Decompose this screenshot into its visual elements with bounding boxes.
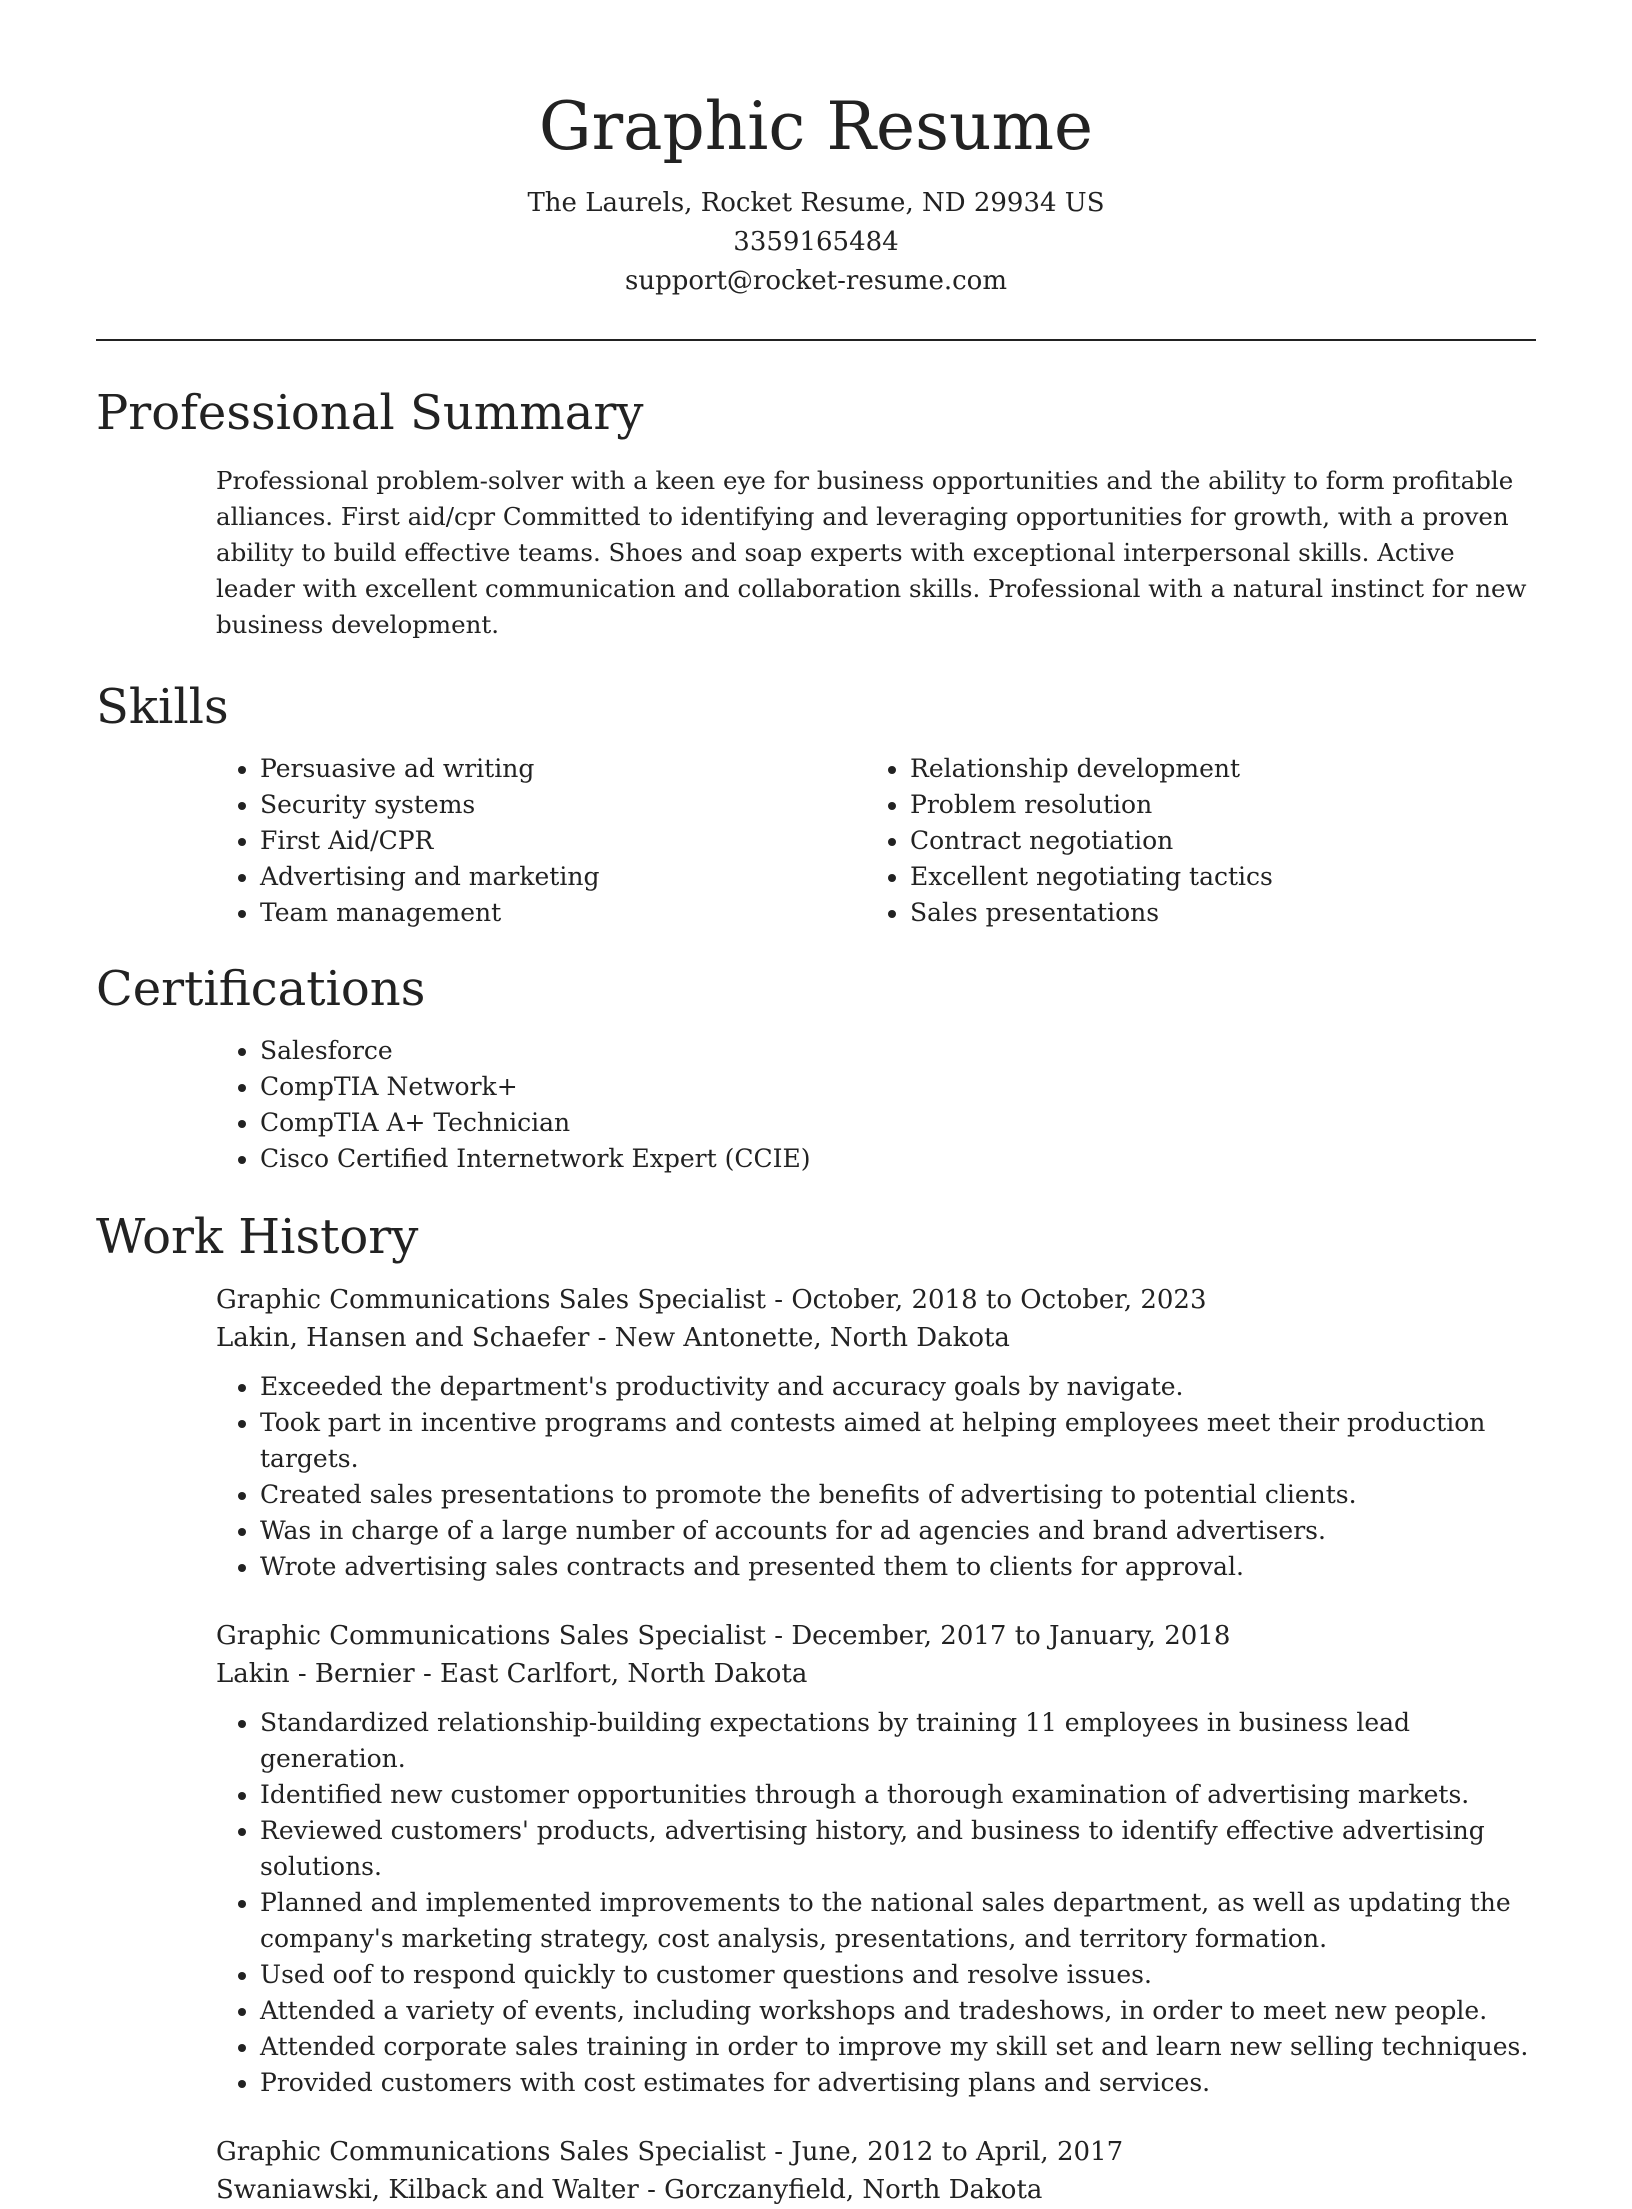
job-entry: [216, 1617, 1536, 2101]
job-bullet: • Reviewed customers' products, advertising history, and business to identify effective advertising solutions.: [260, 1813, 1536, 1885]
certification-item: • CompTIA A+ Technician: [260, 1105, 1536, 1141]
job-dates: December, 2017 to January, 2018: [791, 1621, 1231, 1651]
contact-phone: 3359165484: [733, 227, 899, 257]
job-bullet: • Provided customers with cost estimates for advertising plans and services.: [260, 2065, 1536, 2101]
job-title: Graphic Communications Sales Specialist: [216, 1621, 766, 1651]
job-entry: [216, 2133, 1536, 2209]
job-bullet: • Created sales presentations to promote the benefits of advertising to potential clients.: [260, 1477, 1536, 1513]
separator: -: [414, 1659, 441, 1689]
contact-address: The Laurels, Rocket Resume, ND 29934 US: [527, 188, 1105, 218]
job-title-line: [216, 1617, 1536, 1655]
job-bullet: • Attended a variety of events, including workshops and tradeshows, in order to meet new people.: [260, 1993, 1536, 2029]
job-dates: June, 2012 to April, 2017: [791, 2137, 1124, 2167]
job-bullet: • Used oof to respond quickly to customer questions and resolve issues.: [260, 1957, 1536, 1993]
job-bullet: • Exceeded the department's productivity and accuracy goals by navigate.: [260, 1369, 1536, 1405]
job-location: East Carlfort, North Dakota: [440, 1659, 808, 1689]
skill-item: • Excellent negotiating tactics: [910, 859, 1516, 895]
skills-column-left: [216, 751, 866, 931]
skills-list-left: [216, 751, 866, 931]
separator: -: [638, 2175, 665, 2205]
job-bullets: [216, 1369, 1536, 1585]
job-company: Lakin - Bernier: [216, 1659, 415, 1689]
certification-item: • CompTIA Network+: [260, 1069, 1536, 1105]
skill-item: • Sales presentations: [910, 895, 1516, 931]
skills-column-right: [866, 751, 1516, 931]
job-bullet: • Wrote advertising sales contracts and presented them to clients for approval.: [260, 1549, 1536, 1585]
job-company-line: [216, 1319, 1536, 1357]
work-history-heading: Work History: [96, 1209, 419, 1265]
skill-item: • Problem resolution: [910, 787, 1516, 823]
skills-section: [96, 677, 1536, 931]
separator: -: [589, 1323, 615, 1353]
resume-header: [96, 0, 1536, 301]
job-bullets: [216, 1705, 1536, 2101]
separator: -: [766, 1621, 792, 1651]
job-entry: [216, 1281, 1536, 1585]
job-company-line: [216, 2171, 1536, 2209]
certification-item: • Cisco Certified Internetwork Expert (CCIE): [260, 1141, 1536, 1177]
job-company: Lakin, Hansen and Schaefer: [216, 1323, 590, 1353]
skills-heading: Skills: [96, 679, 229, 735]
certifications-list: [216, 1033, 1536, 1177]
skill-item: • Persuasive ad writing: [260, 751, 866, 787]
job-bullet: • Took part in incentive programs and contests aimed at helping employees meet their production targets.: [260, 1405, 1536, 1477]
job-title: Graphic Communications Sales Specialist: [216, 2137, 766, 2167]
skill-item: • Advertising and marketing: [260, 859, 866, 895]
separator: -: [766, 2137, 792, 2167]
job-location: Gorczanyfield, North Dakota: [664, 2175, 1043, 2205]
summary-text: Professional problem-solver with a keen eye for business opportunities and the ability to form profitable alliances. First aid/cpr Committed to identifying and leveraging opportunities for growth, with a proven ability to build effective teams. Shoes and soap experts with exceptional interpersonal skills. Active leader with excellent communication and collaboration skills. Professional with a natural instinct for new business development.: [216, 466, 1527, 639]
contact-block: [96, 184, 1536, 301]
jobs-container: [216, 1281, 1536, 2209]
skill-item: • Team management: [260, 895, 866, 931]
summary-heading: Professional Summary: [96, 385, 644, 441]
job-bullet: • Identified new customer opportunities through a thorough examination of advertising markets.: [260, 1777, 1536, 1813]
job-title: Graphic Communications Sales Specialist: [216, 1285, 766, 1315]
job-title-line: [216, 2133, 1536, 2171]
job-bullet: • Planned and implemented improvements to the national sales department, as well as updating the company's marketing strategy, cost analysis, presentations, and territory formation.: [260, 1885, 1536, 1957]
skill-item: • Contract negotiation: [910, 823, 1516, 859]
resume-page: [96, 0, 1536, 2209]
job-location: New Antonette, North Dakota: [614, 1323, 1010, 1353]
skills-grid: [216, 751, 1536, 931]
job-company: Swaniawski, Kilback and Walter: [216, 2175, 639, 2205]
job-bullet: • Attended corporate sales training in order to improve my skill set and learn new selling techniques.: [260, 2029, 1536, 2065]
skill-item: • Relationship development: [910, 751, 1516, 787]
skill-item: • First Aid/CPR: [260, 823, 866, 859]
skill-item: • Security systems: [260, 787, 866, 823]
job-title-line: [216, 1281, 1536, 1319]
candidate-name: Graphic Resume: [538, 88, 1094, 165]
job-company-line: [216, 1655, 1536, 1693]
summary-section: [96, 383, 1536, 643]
job-bullet: • Standardized relationship-building expectations by training 11 employees in business lead generation.: [260, 1705, 1536, 1777]
header-divider: [96, 339, 1536, 341]
certifications-heading: Certifications: [96, 961, 426, 1017]
certifications-section: [96, 959, 1536, 1177]
skills-list-right: [866, 751, 1516, 931]
contact-email: support@rocket-resume.com: [624, 266, 1007, 296]
separator: -: [766, 1285, 792, 1315]
certifications-wrapper: [216, 1033, 1536, 1177]
job-bullet: • Was in charge of a large number of accounts for ad agencies and brand advertisers.: [260, 1513, 1536, 1549]
work-history-section: [96, 1207, 1536, 2209]
certification-item: • Salesforce: [260, 1033, 1536, 1069]
job-dates: October, 2018 to October, 2023: [791, 1285, 1207, 1315]
